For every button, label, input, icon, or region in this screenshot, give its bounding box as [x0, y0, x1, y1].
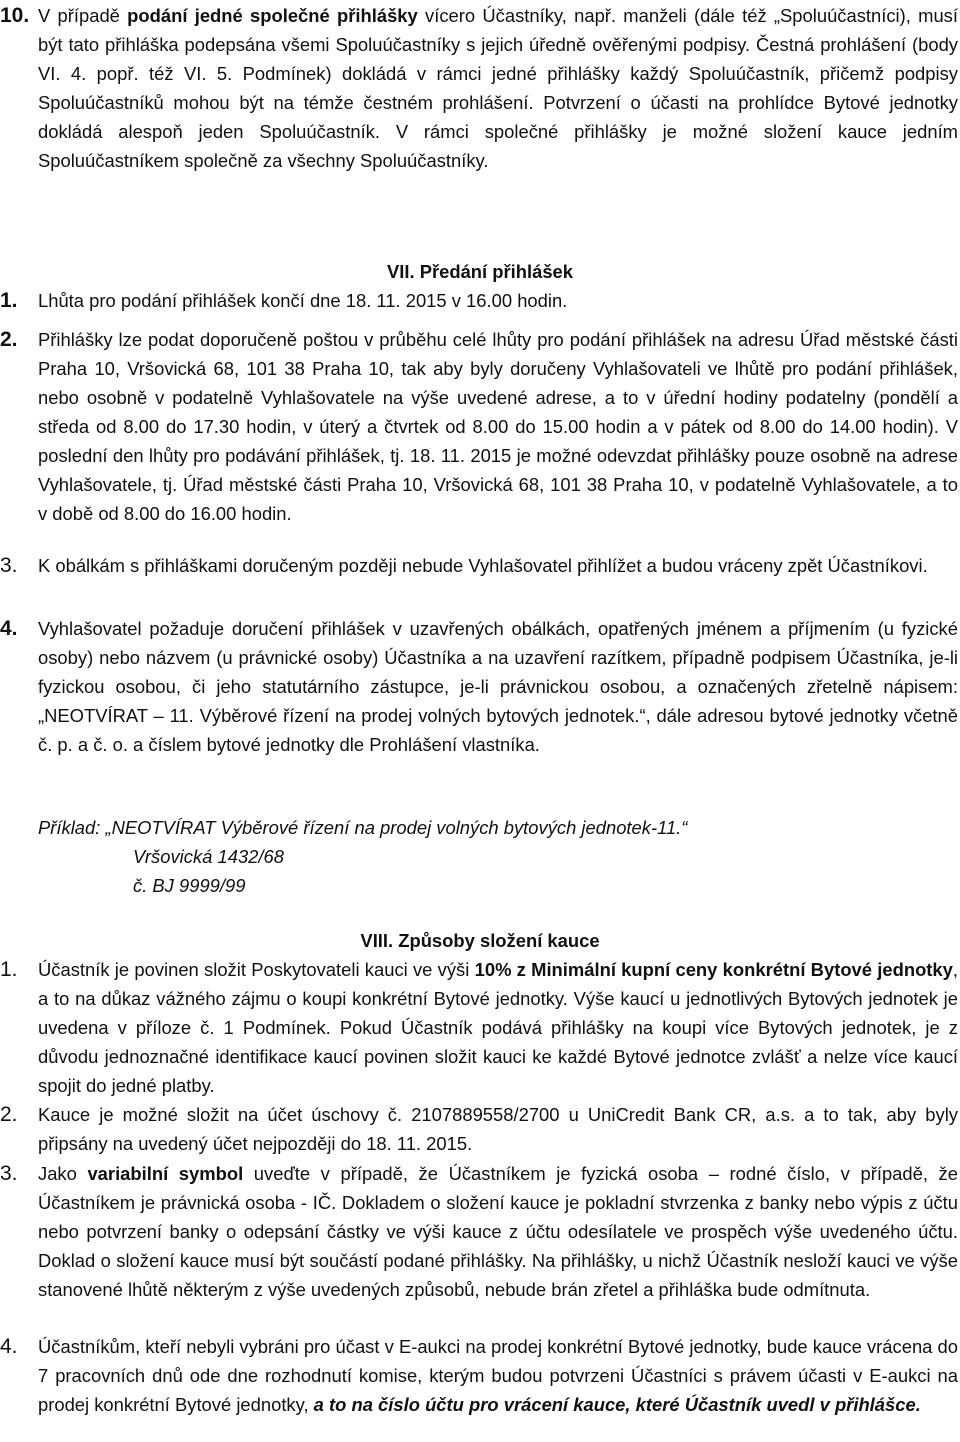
item-text: Jako — [38, 1163, 88, 1184]
item-text: Kauce je možné složit na účet úschovy č. 2107889558/2700 u UniCredit Bank CR, a.s. a to tak, aby byly připsány na uvedený účet nejpozději do 18. 11. 2015. — [38, 1104, 958, 1154]
section-vii-item-3 — [0, 551, 958, 580]
item-text: Účastník je povinen složit Poskytovateli kauci ve výši — [38, 959, 475, 980]
item-text: V případě — [38, 5, 128, 26]
item-text: uveďte v případě, že Účastníkem je fyzická osoba – rodné číslo, v případě, že Účastníkem je právnická osoba - IČ. Dokladem o složení kauce je pokladní stvrzenka z banky nebo výpis z účtu nebo potvrzení banky o odepsání částky ve výši kauce z účtu odesílatele ve prospěch výše uvedeného účtu. Doklad o složení kauce musí být součástí podané přihlášky. Na přihlášky, u nichž Účastník nesloží kauci ve výše stanovené lhůtě některým z výše uvedených způsobů, nebude brán zřetel a přihláška bude odmítnuta. — [38, 1163, 958, 1300]
item-number: 4. — [0, 1335, 18, 1358]
section-vii-item-2 — [0, 325, 958, 528]
bold-text: podání jedné společné přihlášky — [127, 5, 418, 26]
item-text: Přihlášky lze podat doporučeně poštou v průběhu celé lhůty pro podání přihlášek na adresu Úřad městské části Praha 10, Vršovická 68, 101 38 Praha 10, tak aby byly doručeny Vyhlašovateli ve lhůtě pro podání přihlášek, nebo osobně v podatelně Vyhlašovatele na výše uvedené adrese, a to v úřední hodiny podatelny (pondělí a středa od 8.00 do 17.30 hodin, v úterý a čtvrtek od 8.00 do 15.00 hodin a v pátek od 8.00 do 14.00 hodin). V poslední den lhůty pro podávání přihlášek, tj. 18. 11. 2015 je možné odevzdat přihlášky pouze osobně na adrese Vyhlašovatele, tj. Úřad městské části Praha 10, Vršovická 68, 101 38 Praha 10, v podatelně Vyhlašovatele, a to v době od 8.00 do 16.00 hodin. — [38, 329, 958, 524]
section-heading-viii: VIII. Způsoby složení kauce — [360, 930, 600, 951]
item-text: Lhůta pro podání přihlášek končí dne 18. 11. 2015 v 16.00 hodin. — [38, 290, 568, 311]
item-text: Vyhlašovatel požaduje doručení přihlášek v uzavřených obálkách, opatřených jménem a příjmením (u fyzické osoby) nebo názvem (u právnické osoby) Účastníka a na uzavření razítkem, případně podpisem Účastníka, je-li fyzickou osobou, či jeho statutárního zástupce, je-li právnickou osobou, a označených zřetelně nápisem: „NEOTVÍRAT – 11. Výběrové řízení na prodej volných bytových jednotek.“, dále adresou bytové jednotky včetně č. p. a č. o. a číslem bytové jednotky dle Prohlášení vlastníka. — [38, 618, 958, 755]
example-line: Vršovická 1432/68 — [133, 846, 284, 867]
bold-text: variabilní symbol — [87, 1163, 244, 1184]
section-viii-item-3 — [0, 1159, 958, 1304]
envelope-example — [38, 813, 938, 900]
item-number: 1. — [0, 958, 18, 981]
section-viii-item-4 — [0, 1332, 958, 1419]
item-text: , a to na důkaz vážného zájmu o koupi konkrétní Bytové jednotky. Výše kaucí u jednotlivých Bytových jednotek je uvedena v příloze č. 1 Podmínek. Pokud Účastník podává přihlášky na koupi více Bytových jednotek, je z důvodu jednoznačné identifikace kaucí povinen složit kauci ke každé Bytové jednotce zvlášť a nelze více kaucí spojit do jedné platby. — [38, 959, 959, 1096]
bold-text: 10% z Minimální kupní ceny konkrétní Bytové jednotky — [474, 959, 953, 980]
item-number: 10. — [0, 4, 30, 27]
section-viii-item-1 — [0, 955, 958, 1100]
item-number: 2. — [0, 328, 18, 351]
item-text: K obálkám s přihláškami doručeným později nebude Vyhlašovatel přihlížet a budou vráceny zpět Účastníkovi. — [38, 555, 928, 576]
section-vii-item-4 — [0, 614, 958, 759]
item-number: 1. — [0, 289, 18, 312]
item-text: vícero Účastníky, např. manželi (dále též „Spoluúčastníci), musí být tato přihláška podepsána všemi Spoluúčastníky s jejich úředně ověřenými podpisy. Čestná prohlášení (body VI. 4. popř. též VI. 5. Podmínek) dokládá v rámci jedné přihlášky každý Spoluúčastník, přičemž podpisy Spoluúčastníků mohou být na témže čestném prohlášení. Potvrzení o účasti na prohlídce Bytové jednotky dokládá alespoň jeden Spoluúčastník. V rámci společné přihlášky je možné složení kauce jedním Spoluúčastníkem společně za všechny Spoluúčastníky. — [38, 5, 958, 171]
item-number: 3. — [0, 1162, 18, 1185]
section-viii-item-2 — [0, 1100, 958, 1158]
example-line: Příklad: „NEOTVÍRAT Výběrové řízení na prodej volných bytových jednotek-11.“ — [38, 817, 688, 838]
paragraph-10 — [0, 1, 958, 175]
section-vii-item-1 — [0, 286, 958, 315]
example-line: č. BJ 9999/99 — [133, 875, 246, 896]
item-number: 2. — [0, 1103, 18, 1126]
item-number: 3. — [0, 554, 18, 577]
item-number: 4. — [0, 617, 18, 640]
item-text: Účastníkům, kteří nebyli vybráni pro účast v E-aukci na prodej konkrétní Bytové jednotky, bude kauce vrácena do 7 pracovních dnů ode dne rozhodnutí komise, kterým budou potvrzeni Účastníci s právem účasti v E-aukci na prodej konkrétní Bytové jednotky, — [38, 1336, 958, 1415]
bold-italic-text: a to na číslo účtu pro vrácení kauce, které Účastník uvedl v přihlášce. — [313, 1394, 921, 1415]
section-heading-vii: VII. Předání přihlášek — [386, 261, 574, 282]
